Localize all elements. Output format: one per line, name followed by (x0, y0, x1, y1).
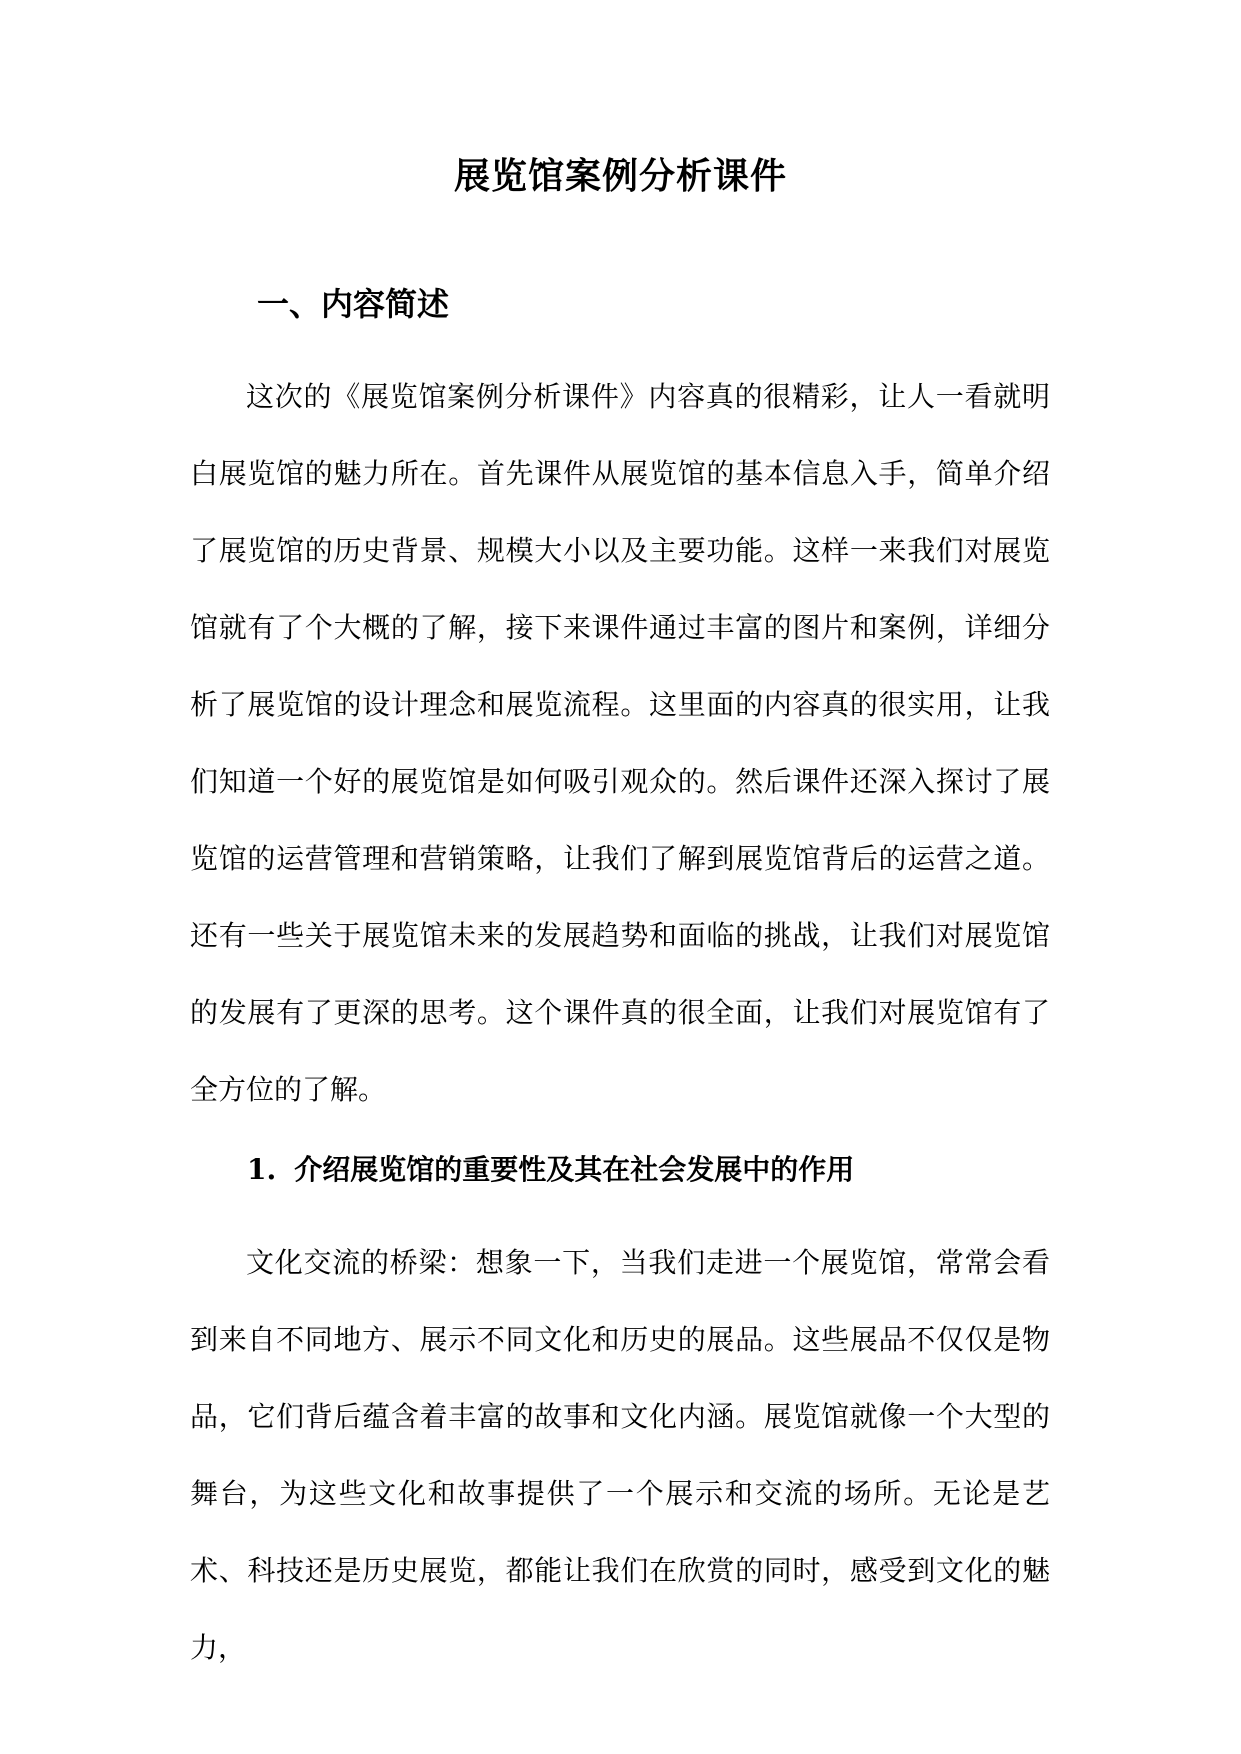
section-heading: 一、内容简述 (257, 285, 450, 323)
subsection-heading (247, 1148, 854, 1192)
document-title: 展览馆案例分析课件 (453, 155, 787, 197)
subsection-heading-text: 介绍展览馆的重要性及其在社会发展中的作用 (294, 1153, 855, 1186)
summary-paragraph: 这次的《展览馆案例分析课件》内容真的很精彩，让人一看就明白展览馆的魅力所在。首先课件从展览馆的基本信息入手，简单介绍了展览馆的历史背景、规模大小以及主要功能。这样一来我们对展览馆就有了个大概的了解，接下来课件通过丰富的图片和案例，详细分析了展览馆的设计理念和展览流程。这里面的内容真的很实用，让我们知道一个好的展览馆是如何吸引观众的。然后课件还深入探讨了展览馆的运营管理和营销策略，让我们了解到展览馆背后的运营之道。还有一些关于展览馆未来的发展趋势和面临的挑战，让我们对展览馆的发展有了更深的思考。这个课件真的很全面，让我们对展览馆有了全方位的了解。 (190, 380, 1050, 1106)
subsection-paragraph: 文化交流的桥梁：想象一下，当我们走进一个展览馆，常常会看到来自不同地方、展示不同文化和历史的展品。这些展品不仅仅是物品，它们背后蕴含着丰富的故事和文化内涵。展览馆就像一个大型的舞台，为这些文化和故事提供了一个展示和交流的场所。无论是艺术、科技还是历史展览，都能让我们在欣赏的同时，感受到文化的魅力， (190, 1246, 1050, 1664)
subsection-number: 1. (247, 1153, 277, 1186)
